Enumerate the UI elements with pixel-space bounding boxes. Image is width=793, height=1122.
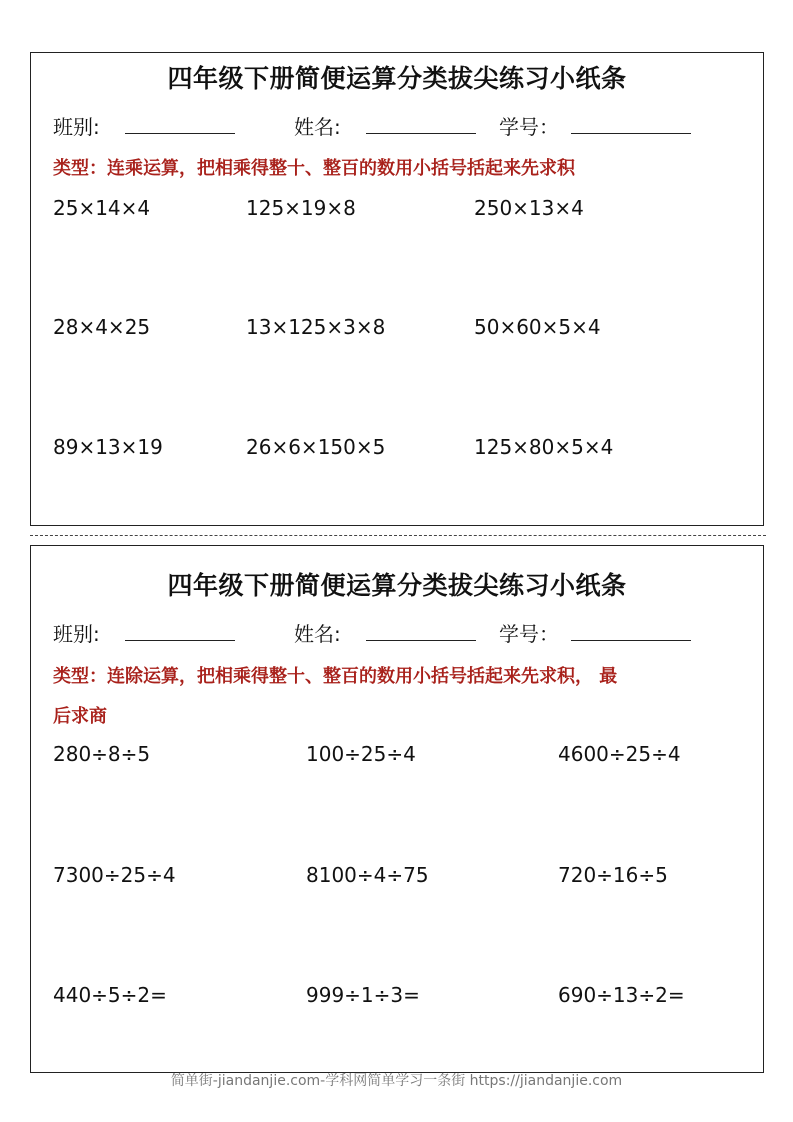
name-blank[interactable] (366, 640, 476, 641)
problem-3-1: 440÷5÷2= (53, 983, 167, 1007)
worksheet-title: 四年级下册简便运算分类拔尖练习小纸条 (167, 571, 627, 600)
worksheet-card-1 (30, 52, 764, 526)
problem-2-1: 7300÷25÷4 (53, 863, 176, 887)
worksheet-card-2 (30, 545, 764, 1073)
class-label: 班别: (53, 115, 100, 139)
class-blank[interactable] (125, 640, 235, 641)
name-label: 姓名: (294, 115, 341, 139)
worksheet-title: 四年级下册简便运算分类拔尖练习小纸条 (167, 64, 627, 93)
problem-3-2: 26×6×150×5 (246, 435, 386, 459)
problem-3-2: 999÷1÷3= (306, 983, 420, 1007)
name-label: 姓名: (294, 622, 341, 646)
footer-watermark: 简单街-jiandanjie.com-学科网简单学习一条街 https://jiandanjie.com (170, 1073, 623, 1089)
student-id-label: 学号： (499, 622, 559, 646)
problem-3-3: 125×80×5×4 (474, 435, 614, 459)
problem-2-3: 50×60×5×4 (474, 315, 601, 339)
problem-1-1: 280÷8÷5 (53, 742, 151, 766)
problem-2-2: 8100÷4÷75 (306, 863, 429, 887)
problem-1-2: 125×19×8 (246, 196, 356, 220)
student-id-label: 学号： (499, 115, 559, 139)
problem-type-instruction-line2: 后求商 (53, 706, 107, 727)
problem-3-1: 89×13×19 (53, 435, 163, 459)
student-id-blank[interactable] (571, 640, 691, 641)
problem-2-3: 720÷16÷5 (558, 863, 668, 887)
problem-type-instruction: 类型：连乘运算，把相乘得整十、整百的数用小括号括起来先求积 (53, 158, 575, 179)
problem-2-2: 13×125×3×8 (246, 315, 386, 339)
class-label: 班别: (53, 622, 100, 646)
cut-line (30, 535, 766, 536)
problem-1-1: 25×14×4 (53, 196, 151, 220)
problem-1-2: 100÷25÷4 (306, 742, 416, 766)
problem-type-instruction-line1: 类型：连除运算，把相乘得整十、整百的数用小括号括起来先求积， 最 (53, 666, 618, 687)
name-blank[interactable] (366, 133, 476, 134)
problem-3-3: 690÷13÷2= (558, 983, 685, 1007)
student-id-blank[interactable] (571, 133, 691, 134)
class-blank[interactable] (125, 133, 235, 134)
problem-1-3: 4600÷25÷4 (558, 742, 681, 766)
problem-1-3: 250×13×4 (474, 196, 584, 220)
problem-2-1: 28×4×25 (53, 315, 151, 339)
